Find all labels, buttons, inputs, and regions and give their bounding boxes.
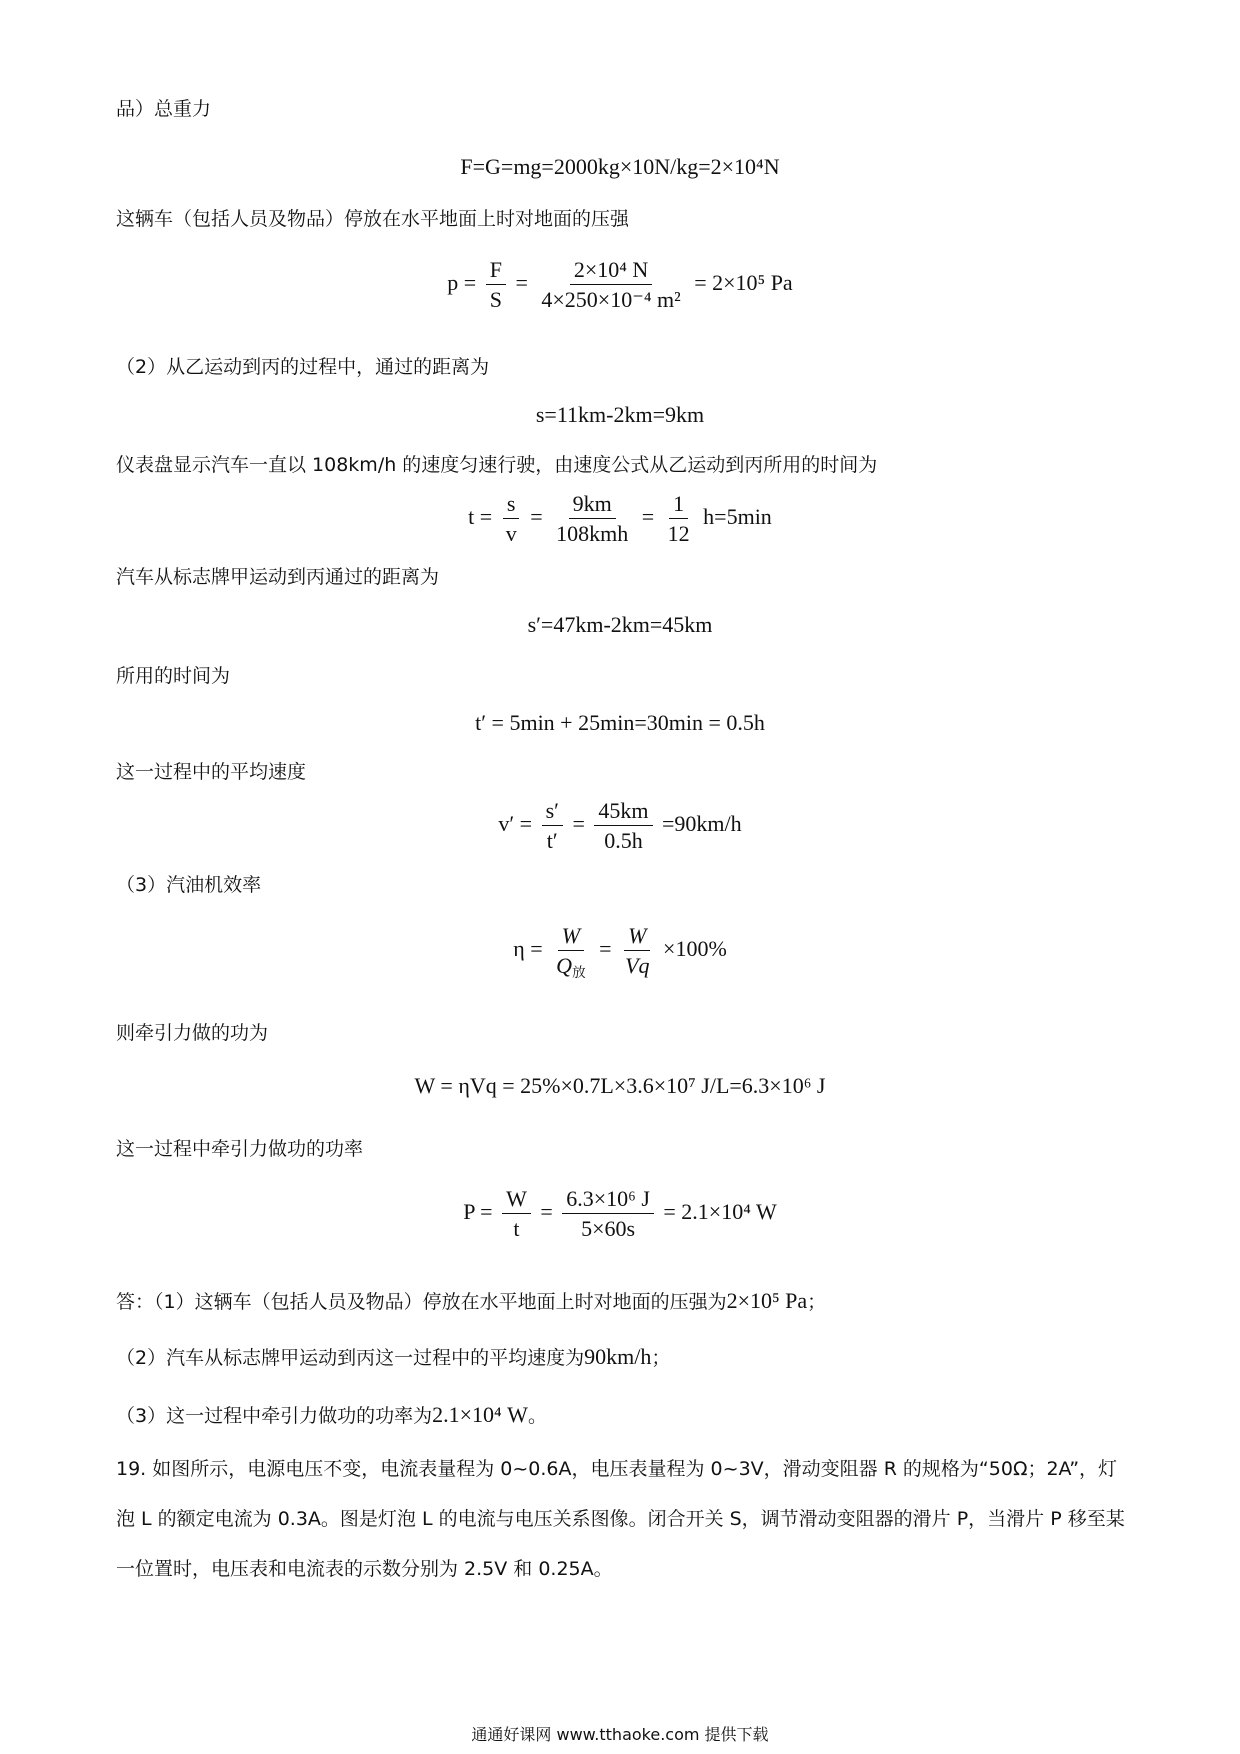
text-line: 这一过程中牵引力做功的功率 xyxy=(116,1138,364,1160)
fraction xyxy=(621,923,653,979)
eq-rhs: ×100% xyxy=(663,935,727,961)
text-line: 汽车从标志牌甲运动到丙通过的距离为 xyxy=(116,566,440,588)
numerator: W xyxy=(624,923,650,951)
text-line: 这辆车（包括人员及物品）停放在水平地面上时对地面的压强 xyxy=(116,208,630,230)
denominator: $Q_放$ xyxy=(556,953,586,981)
footer: 通通好课网 www.tthaoke.com 提供下载 xyxy=(471,1725,769,1744)
equation: t = $\frac{s}{v}$ = $\frac{9km}{\text{108kmh}}$ = $\frac{1}{12}$ h=5min xyxy=(468,491,772,547)
numerator: W xyxy=(502,1186,531,1214)
text-line: 这一过程中的平均速度 xyxy=(116,761,307,783)
equation: p = $\frac{F}{S}$ = $\frac{\text{2×10⁴ N}}{\text{4×250×10⁻⁴ m²}}$ = 2×10⁵ Pa xyxy=(447,257,793,313)
eq-rhs: = 2.1×10⁴ W xyxy=(663,1198,777,1224)
denominator: t′ xyxy=(546,828,558,854)
numerator: s′ xyxy=(542,798,563,826)
eq-rhs: =90km/h xyxy=(662,810,742,836)
equation: s=11km-2km=9km xyxy=(535,402,705,427)
eq-lhs: v′ = xyxy=(498,810,533,836)
denominator: 4×250×10⁻⁴ m² xyxy=(541,287,681,313)
denominator: 5×60s xyxy=(581,1216,636,1242)
text-line: 仪表盘显示汽车一直以 108km/h 的速度匀速行驶，由速度公式从乙运动到丙所用的时间为 xyxy=(116,454,878,476)
equation: v′ = $\frac{s'}{t'}$ = $\frac{45km}{0.5h}$ =90km/h xyxy=(498,798,742,854)
denominator: 0.5h xyxy=(604,828,643,854)
numerator: 2×10⁴ N xyxy=(570,257,652,285)
equation: η = $\frac{W}{Q_放}$ = $\frac{W}{Vq}$ ×100% xyxy=(513,923,727,981)
question-19: 19. 如图所示，电源电压不变，电流表量程为 0~0.6A，电压表量程为 0~3V，滑动变阻器 R 的规格为“50Ω；2A”，灯泡 L 的额定电流为 0.3A。图是灯泡 L 的电流与电压关系图像。闭合开关 S，调节滑动变阻器的滑片 P，当滑片 P 移至某一位置时，电压表和电流表的示数分别为 2.5V 和 0.25A。 xyxy=(116,1458,1125,1580)
equation: P = $\frac{W}{t}$ = $\frac{\text{6.3×10⁶ J}}{5\times 60s}$ = 2.1×10⁴ W xyxy=(463,1186,777,1242)
numerator: F xyxy=(486,257,506,285)
denominator: t xyxy=(513,1216,520,1242)
fraction xyxy=(502,1186,531,1242)
text-line: 则牵引力做的功为 xyxy=(116,1022,269,1044)
numerator: 9km xyxy=(569,491,616,519)
fraction xyxy=(542,798,563,854)
denominator: S xyxy=(489,287,502,313)
denominator: 12 xyxy=(667,521,690,547)
answer-value: 90km/h xyxy=(584,1344,652,1369)
equation: s′=47km-2km=45km xyxy=(527,612,713,637)
equation: F=G=mg=2000kg×10N/kg=2×10⁴N xyxy=(460,154,780,179)
answer-line: （3）这一过程中牵引力做功的功率为2.1×10⁴ W。 xyxy=(116,1402,547,1427)
equation: t′ = 5min + 25min=30min = 0.5h xyxy=(475,710,765,735)
answer-line: 答：（1）这辆车（包括人员及物品）停放在水平地面上时对地面的压强为2×10⁵ Pa； xyxy=(116,1288,827,1313)
denominator: v xyxy=(505,521,517,547)
fraction xyxy=(502,491,521,547)
fraction xyxy=(552,923,590,979)
answer-value: 2.1×10⁴ W xyxy=(432,1402,528,1427)
numerator: 45km xyxy=(594,798,652,826)
fraction xyxy=(594,798,652,854)
eq-rhs: = 2×10⁵ Pa xyxy=(694,269,793,295)
fraction xyxy=(664,491,694,547)
text-line: 所用的时间为 xyxy=(116,665,231,687)
eq-lhs: p = xyxy=(447,269,477,295)
subscript: 放 xyxy=(572,965,586,981)
fraction xyxy=(562,1186,654,1242)
fraction xyxy=(552,491,632,547)
eq-lhs: t = xyxy=(468,503,493,529)
denominator: Vq xyxy=(625,953,650,979)
equation: W = ηVq = 25%×0.7L×3.6×10⁷ J/L=6.3×10⁶ J xyxy=(414,1073,826,1098)
text-line: （3）汽油机效率 xyxy=(116,874,262,896)
eq-lhs: P = xyxy=(463,1198,493,1224)
text-line: （2）从乙运动到丙的过程中，通过的距离为 xyxy=(116,356,490,378)
eq-rhs: h=5min xyxy=(703,503,772,529)
eq-lhs: η = xyxy=(513,935,543,961)
denominator: 108kmh xyxy=(556,521,629,547)
numerator: 6.3×10⁶ J xyxy=(562,1186,654,1214)
text-line: 品）总重力 xyxy=(116,98,212,120)
numerator: 1 xyxy=(669,491,688,519)
answer-value: 2×10⁵ Pa xyxy=(726,1288,808,1313)
fraction xyxy=(486,257,506,313)
fraction xyxy=(537,257,684,313)
numerator: s xyxy=(503,491,520,519)
numerator: W xyxy=(558,923,584,951)
answer-line: （2）汽车从标志牌甲运动到丙这一过程中的平均速度为90km/h； xyxy=(116,1344,671,1369)
